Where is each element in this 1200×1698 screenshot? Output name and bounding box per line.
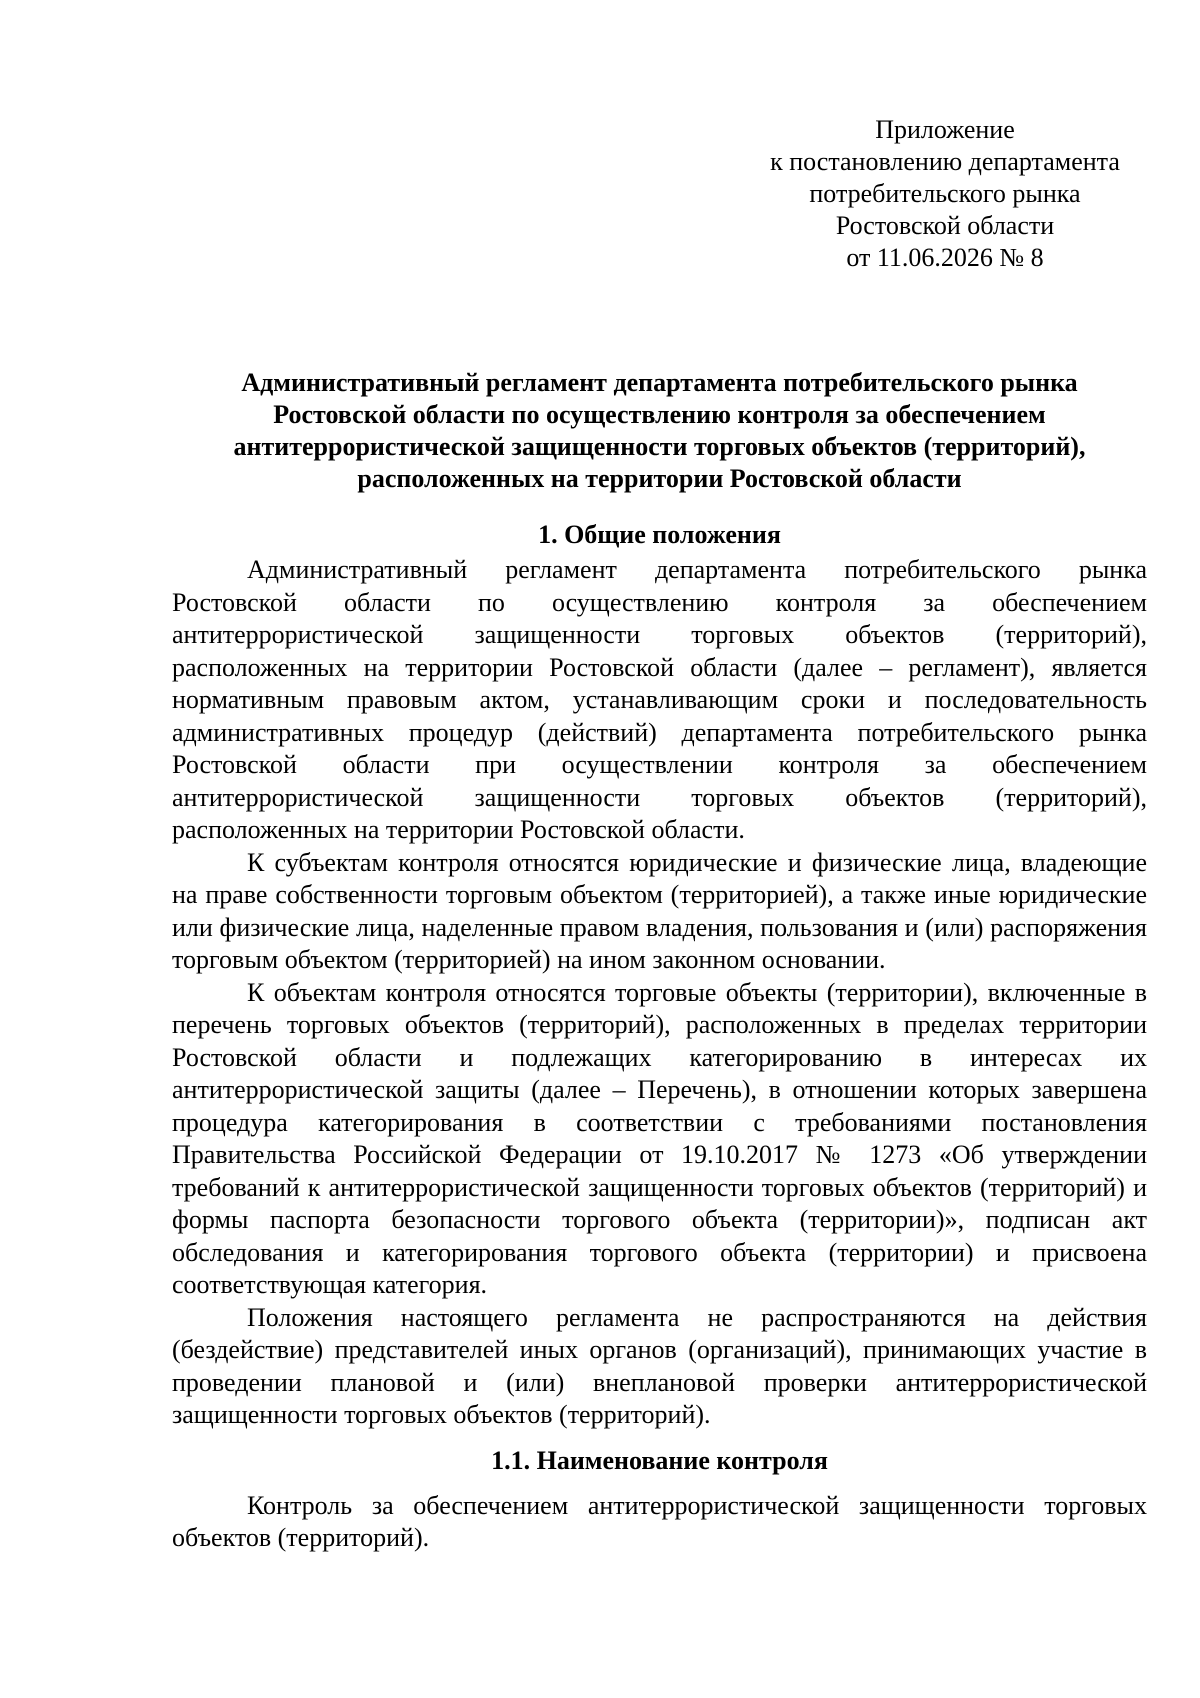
title-line: Ростовской области по осуществлению контроля за обеспечением bbox=[273, 400, 1046, 429]
appendix-block bbox=[730, 114, 1160, 274]
paragraph-control-objects: К объектам контроля относятся торговые объекты (территории), включенные в перечень торговых объектов (территорий), расположенных в пределах территории Ростовской области и подлежащих категорированию в интересах их антитеррористической защиты (далее – Перечень), в отношении которых завершена процедура категорирования в соответствии с требованиями постановления Правительства Российской Федерации от 19.10.2017 № 1273 «Об утверждении требований к антитеррористической защищенности торговых объектов (территорий) и формы паспорта безопасности торгового объекта (территории)», подписан акт обследования и категорирования торгового объекта (территории) и присвоена соответствующая категория. bbox=[172, 977, 1147, 1299]
appendix-date-line: от 11.06.2026 № 8 bbox=[846, 243, 1044, 272]
appendix-line: к постановлению департамента bbox=[770, 147, 1120, 176]
section-heading-general-provisions: 1. Общие положения bbox=[538, 520, 781, 549]
paragraph-control-subjects: К субъектам контроля относятся юридические и физические лица, владеющие на праве собственности торговым объектом (территорией), а также иные юридические или физические лица, наделенные правом владения, пользования и (или) распоряжения торговым объектом (территорией) на ином законном основании. bbox=[172, 847, 1147, 974]
document-body bbox=[172, 367, 1147, 1555]
paragraph-control-name: Контроль за обеспечением антитеррористической защищенности торговых объектов (территорий). bbox=[172, 1490, 1147, 1552]
appendix-line: Приложение bbox=[875, 115, 1015, 144]
paragraph-regulation-definition: Административный регламент департамента потребительского рынка Ростовской области по осуществлению контроля за обеспечением антитеррористической защищенности торговых объектов (территорий), расположенных на территории Ростовской области (далее – регламент), является нормативным правовым актом, устанавливающим сроки и последовательность административных процедур (действий) департамента потребительского рынка Ростовской области при осуществлении контроля за обеспечением антитеррористической защищенности торговых объектов (территорий), расположенных на территории Ростовской области. bbox=[172, 555, 1147, 844]
title-line: расположенных на территории Ростовской области bbox=[357, 464, 962, 493]
title-line: Административный регламент департамента потребительского рынка bbox=[241, 368, 1078, 397]
appendix-line: потребительского рынка bbox=[809, 179, 1081, 208]
appendix-line: Ростовской области bbox=[835, 211, 1055, 240]
title-line: антитеррористической защищенности торговых объектов (территорий), bbox=[233, 432, 1086, 461]
paragraph-scope-exclusion: Положения настоящего регламента не распространяются на действия (бездействие) представителей иных органов (организаций), принимающих участие в проведении плановой и (или) внеплановой проверки антитеррористической защищенности торговых объектов (территорий). bbox=[172, 1302, 1147, 1429]
section-heading-control-name: 1.1. Наименование контроля bbox=[491, 1445, 828, 1475]
document-title bbox=[172, 367, 1147, 495]
